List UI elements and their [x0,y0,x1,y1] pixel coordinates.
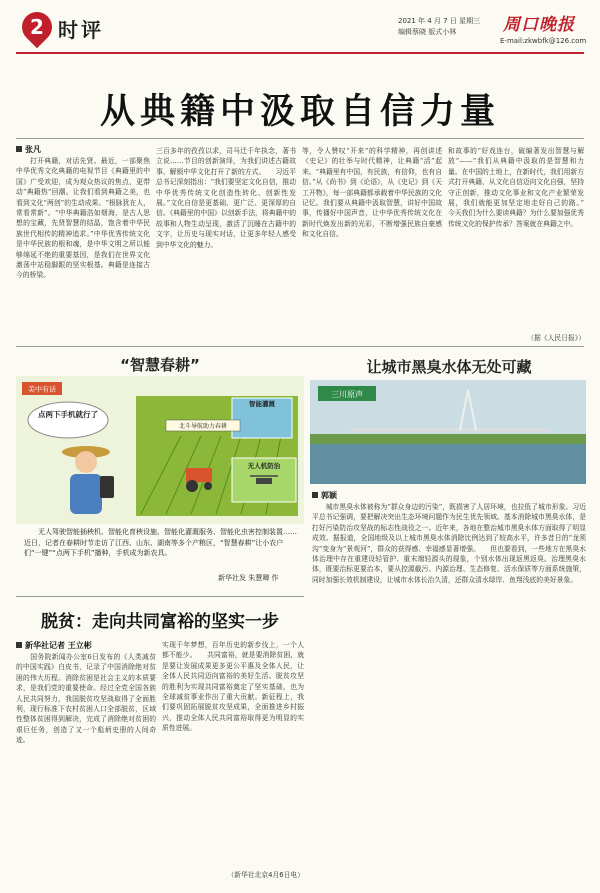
bubble-text: 点两下手机就行了 [38,410,98,419]
main-article-col2: 三百多年的孜孜以求，司马迁千年执念，著书立说……节目的创新演绎，为我们讲述古籍故事、解锁中华文化打开了新的方式。 习近平总书记深刻指出：“我们要坚定文化自信，推动中华优秀传统文化创造性转化、创新性发展。”文化自信是更基础、更广泛、更深厚的自信。《典籍里的中国》以创新手法，将典籍中的故事和人物生动呈现，激活了沉睡在古籍中的文字，让历史与现实对话，让更多年轻人感受到中华文化的魅力。 [156,147,296,249]
newspaper-logo: 周口晚报 [503,15,575,35]
right-author: 郭颖 [321,491,337,500]
right-article-body: 城市黑臭水体被称为“群众身边的污染”，既损害了人居环境，也拉低了城市形象。习近平总书记强调，要把解决突出生态环境问题作为民生优先领域。基本消除城市黑臭水体，是打好污染防治攻坚战的标志性战役之一。近年来，各地在整治城市黑臭水体方面取得了明显成效。据报道，全国地级及以上城市黑臭水体消除比例达到了较高水平，许多昔日的“龙须沟”变身为“景观河”，群众的获得感、幸福感显著增强。 但也要看到，一些地方在黑臭水体治理中存在重建设轻管护、重末端轻源头的现象，个别水体出现返黑返臭。治理黑臭水体，既要治标更要治本，要从控源截污、内源治理、生态修复、活水保质等方面系统施策，同时加强长效机制建设，让城市水体长治久清，还群众清水绿岸、鱼翔浅底的美好景象。 [312,503,586,584]
phone-icon [100,476,114,498]
bottom-article-col1: 国务院新闻办公室6日发布的《人类减贫的中国实践》白皮书，记录了中国消除绝对贫困的伟大历程。消除贫困是社会主义的本质要求，是我们党的重要使命。经过全党全国各族人民共同努力，我国脱贫攻坚战取得了全面胜利，现行标准下农村贫困人口全部脱贫，区域性整体贫困得到解决，完成了消除绝对贫困的艰巨任务，创造了又一个彪炳史册的人间奇迹。 [16,653,156,745]
right-byline [312,490,337,501]
issue-meta [398,16,480,38]
main-article-col4: 和故事的“好戏连台，破编著发出智慧与解放”——“我们从典籍中汲取的是智慧和力量。在中国的土地上，在新时代，我们用新方式打开典籍，从文化自信迈向文化自强，坚持守正创新，推动文化事业和文化产业繁荣发展，我们就能更加坚定地走好自己的路。” 今天我们为什么要读典籍？为什么要加强优秀传统文化的保护传承？答案就在典籍之中。 [448,147,598,228]
bottom-rule [16,596,304,597]
main-article-source: （据《人民日报》） [527,334,585,342]
page-number: 2 [30,14,44,39]
main-headline: 从典籍中汲取自信力量 [99,91,500,132]
cartoon-title: “智慧春耕” [120,356,200,374]
contact-email: E-mail:zkwbfk@126.com [500,37,587,45]
page-header [0,0,600,56]
cartoon-credit: 新华社发 朱慧卿 作 [218,574,279,582]
bottom-byline [16,640,92,651]
speech-bubble [28,402,108,438]
main-author: 张凡 [25,145,41,154]
right-article-title: 让城市黑臭水体无处可藏 [366,358,532,376]
section-divider [16,346,584,347]
label-drone: 无人机防治 [247,462,281,470]
cartoon-svg [16,376,304,524]
issue-date: 2021 年 4 月 7 日 星期三 [398,17,481,25]
main-article-col3: 等，令人赞叹“开来”的科学精神，再创讲述《史记》的壮举与时代精神，让典籍“活”起来。“典籍里有中国，有民族，有信仰，也有自信。”从《尚书》到《论语》，从《史记》到《天工开物》，每一部典籍都承载着中华民族的文化记忆。我们要从典籍中汲取智慧，讲好中国故事，传播好中国声音，让中华优秀传统文化在新时代焕发出新的光彩，不断增强民族自豪感和文化自信。 [302,147,442,239]
cartoon-tag: 美中有话 [28,385,56,394]
bottom-article-source: （新华社北京4月6日电） [227,871,304,879]
main-byline [16,144,41,155]
bottom-article-title: 脱贫：走向共同富裕的坚实一步 [41,612,279,632]
photo-label: 三川原声 [331,390,363,399]
cartoon-illustration [16,376,304,524]
headline-rule [16,138,584,139]
cartoon-caption: 无人驾驶智能插秧机、智能化育秧设施、智能化灌溉服务、智能化虫害控制装置……近日，记者在春耕时节走访了江西、山东、湖南等多个产粮区，“智慧春耕”让小农户们“一键”“点两下手机”播种，手机成为新农具。 [24,528,297,557]
page-number-badge [16,6,58,48]
bottom-article-col2: 实现千年梦想，百年历史的新步伐上，一个人都不能少。 共同富裕，就是要消除贫困，就是要让发展成果更多更公平惠及全体人民，让全体人民共同迈向富裕的美好生活。脱贫攻坚的胜利为实现共同富裕奠定了坚实基础，也为全球减贫事业作出了重大贡献。新征程上，我们要巩固拓展脱贫攻坚成果，全面推进乡村振兴，推动全体人民共同富裕取得更为明显的实质性进展。 [162,641,304,733]
editor-line: 编辑蔡晓 版式小林 [398,28,457,36]
bottom-author: 新华社记者 王立彬 [25,641,92,650]
river-photo-svg [310,380,586,484]
label-navigation: 北斗导航助力春耕 [178,423,228,430]
main-article-col1: 打开典籍，对话先贤。最近，一部聚焦中华优秀文化典籍的电视节目《典籍里的中国》广受欢迎，成为观众热议的焦点，更带动“典籍热”回潮。让我们看到典籍之美，也看到文化“两创”的生动成果。“根脉犹在人，常看常新”。“中华典籍浩如烟海，是古人思想的宝藏，先贤智慧的结晶，饱含着中华民族世代相传的精神追求。”中华优秀传统文化是中华民族的根和魂，是中华文明之所以能够绵延不绝的重要基因，是我们在世界文化激荡中站稳脚跟的坚实根基。典籍是连接古今的桥梁。 [16,157,150,280]
label-irrigation: 智能灌溉 [249,400,275,408]
river-photo [310,380,586,484]
header-divider [16,52,584,54]
section-name: 时评 [58,18,104,42]
